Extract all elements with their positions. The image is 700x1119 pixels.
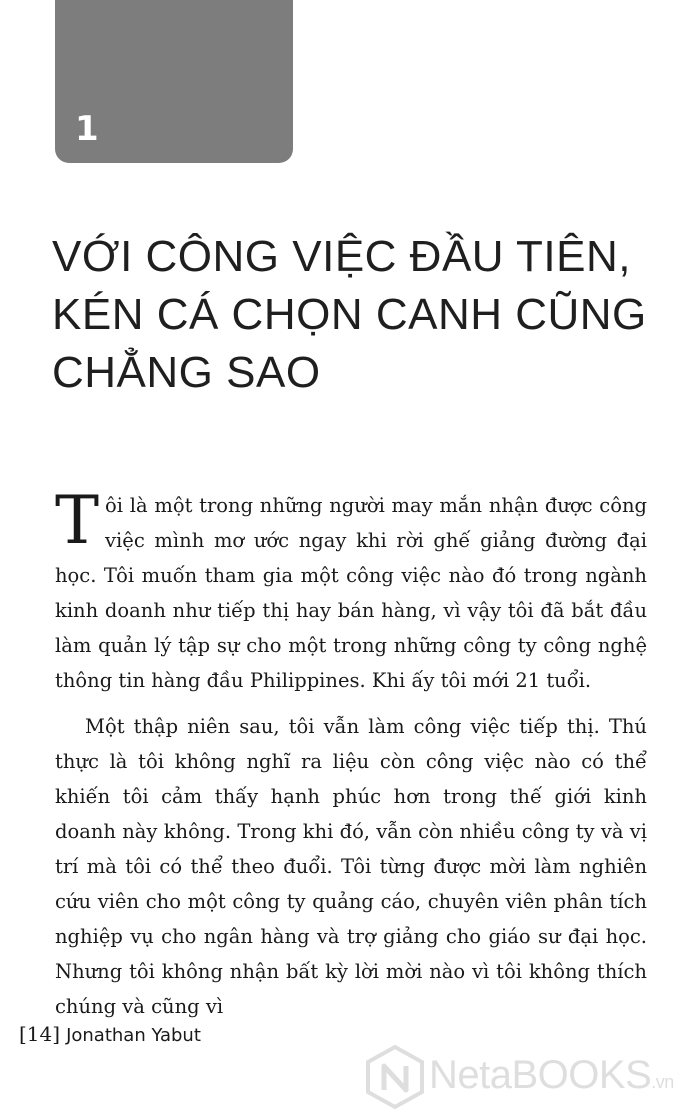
page-footer xyxy=(19,1022,201,1046)
watermark-suffix: .vn xyxy=(651,1072,674,1092)
chapter-title-line-1: VỚI CÔNG VIỆC ĐẦU TIÊN, xyxy=(52,232,631,281)
netabooks-logo-icon xyxy=(365,1045,425,1109)
chapter-number-tab xyxy=(55,0,293,163)
watermark-text xyxy=(429,1053,674,1098)
author-name: Jonathan Yabut xyxy=(66,1025,201,1046)
drop-cap: T xyxy=(55,482,100,559)
watermark xyxy=(365,1045,695,1109)
paragraph-1-text: ôi là một trong những người may mắn nhận được công việc mình mơ ước ngay khi rời ghế giảng đường đại học. Tôi muốn tham gia một công việc nào đó trong ngành kinh doanh như tiếp thị hay bán hàng, vì vậy tôi đã bắt đầu làm quản lý tập sự cho một trong những công ty công nghệ thông tin hàng đầu Philippines. Khi ấy tôi mới 21 tuổi. xyxy=(55,494,647,692)
body-text xyxy=(55,482,647,1024)
chapter-number: 1 xyxy=(75,109,99,149)
paragraph-2: Một thập niên sau, tôi vẫn làm công việc tiếp thị. Thú thực là tôi không nghĩ ra liệu còn công việc nào có thể khiến tôi cảm thấy hạnh phúc hơn trong thế giới kinh doanh này không. Trong khi đó, vẫn còn nhiều công ty và vị trí mà tôi có thể theo đuổi. Tôi từng được mời làm nghiên cứu viên cho một công ty quảng cáo, chuyên viên phân tích nghiệp vụ cho ngân hàng và trợ giảng cho giáo sư đại học. Nhưng tôi không nhận bất kỳ lời mời nào vì tôi không thích chúng và cũng vì xyxy=(55,715,647,1018)
chapter-title xyxy=(52,228,672,402)
chapter-title-line-2: KÉN CÁ CHỌN CANH CŨNG xyxy=(52,290,647,339)
chapter-title-line-3: CHẲNG SAO xyxy=(52,348,321,397)
watermark-brand: NetaBOOKS xyxy=(429,1053,652,1097)
page-number: [14] xyxy=(19,1022,61,1046)
paragraph-1 xyxy=(55,482,647,698)
